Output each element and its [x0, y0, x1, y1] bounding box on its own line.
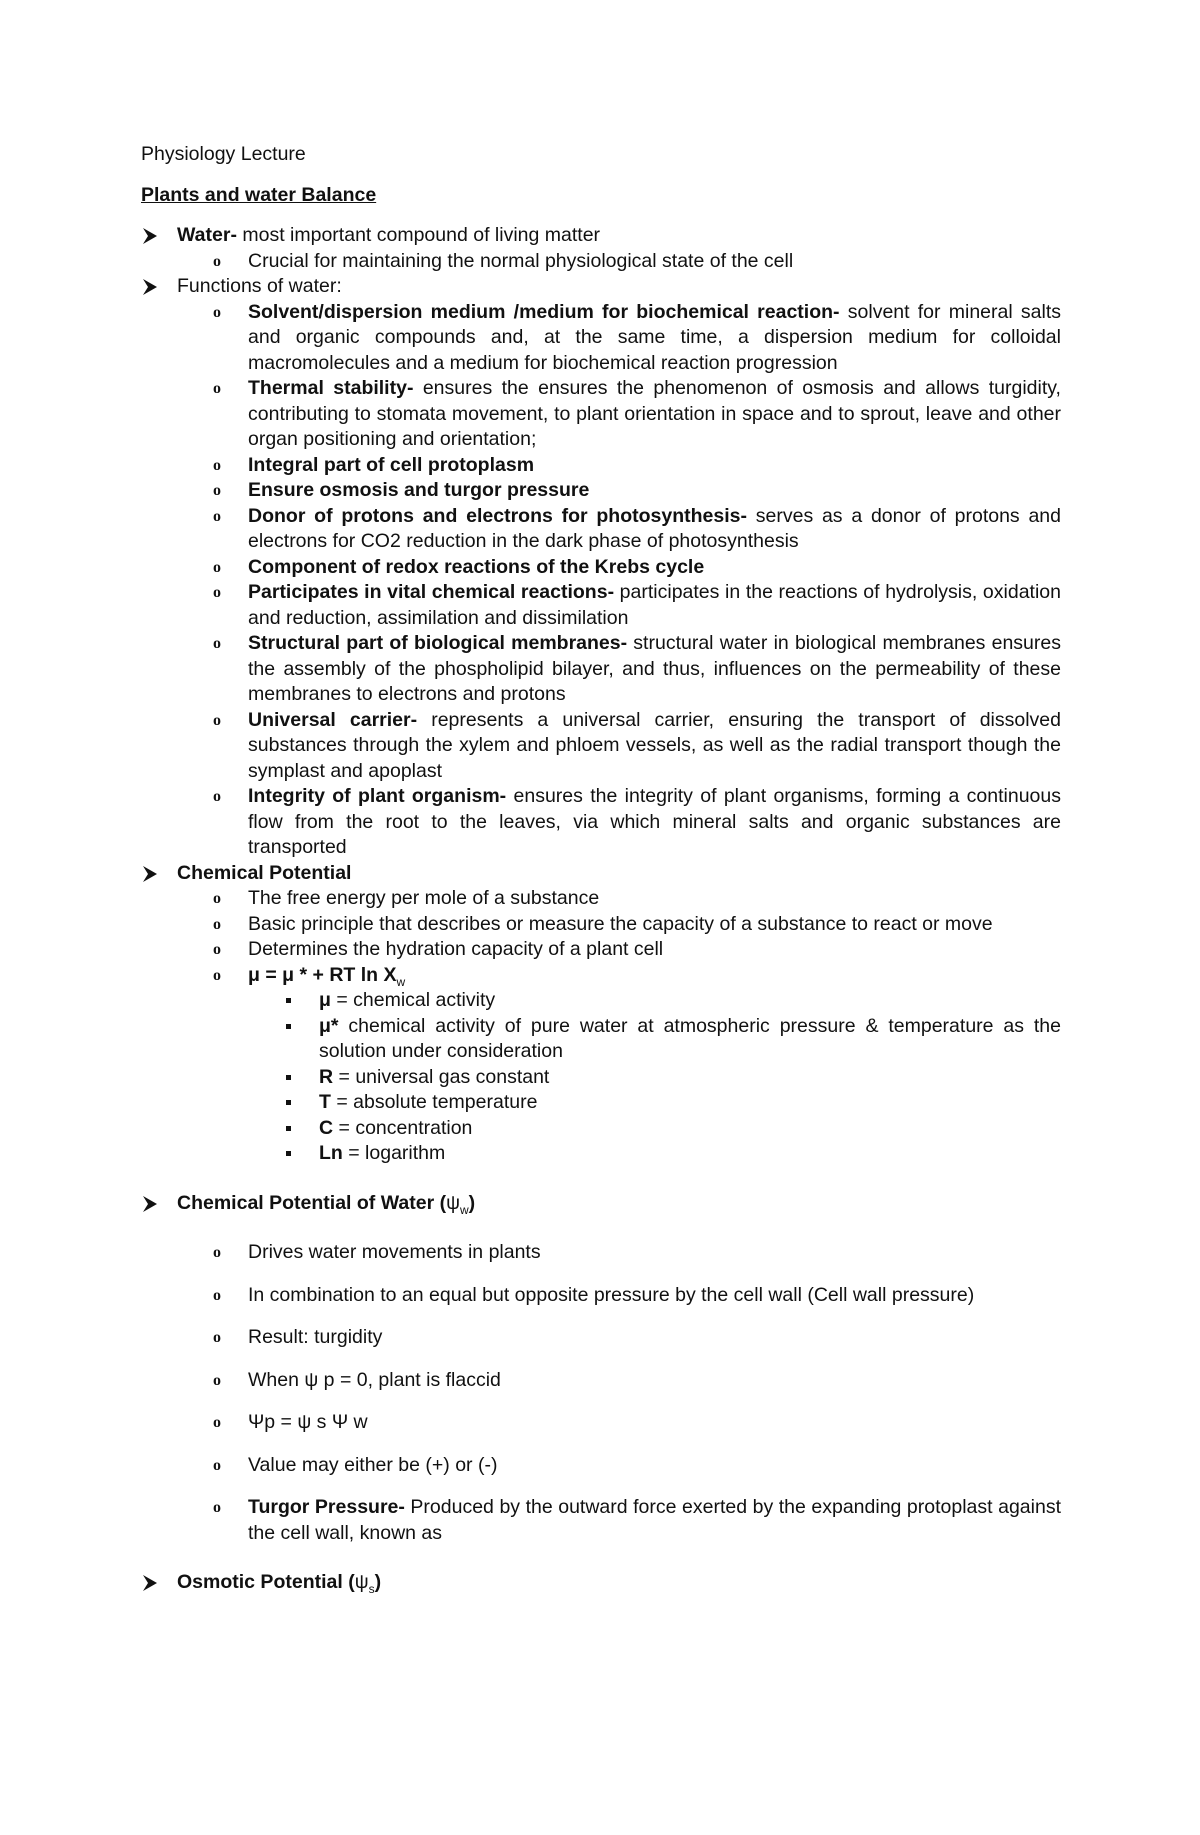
- term-text: chemical activity of pure water at atmospheric pressure & temperature as the solution under consideration: [319, 1014, 1061, 1062]
- term-symbol: T: [319, 1091, 331, 1113]
- circle-bullet-icon: o: [213, 1244, 221, 1261]
- list-item-text: Value may either be (+) or (-): [248, 1453, 498, 1476]
- formula-term: [283, 1116, 1061, 1142]
- term-symbol: μ: [319, 989, 331, 1011]
- square-bullet-icon: [286, 1126, 291, 1131]
- list-item: [213, 912, 1061, 938]
- document-body: [141, 223, 1061, 1596]
- psi-subscript: w: [459, 1202, 469, 1217]
- bullet-heading: Chemical Potential of Water (: [177, 1191, 447, 1214]
- term-symbol: R: [319, 1065, 334, 1088]
- bullet-text: most important compound of living matter: [236, 224, 601, 246]
- circle-bullet-icon: o: [213, 482, 221, 499]
- list-item: [213, 937, 1061, 963]
- circle-bullet-icon: o: [213, 635, 221, 652]
- term-symbol: Ln: [319, 1142, 343, 1164]
- arrow-bullet-icon: [141, 1195, 159, 1213]
- list-item-text: ensures the integrity of plant organisms, forming a continuous flow from the root to the leaves, via which mineral salts and organic substances are transported: [248, 785, 1061, 858]
- list-item: [213, 886, 1061, 912]
- list-item: [213, 300, 1061, 377]
- list-item-text: Ψp = ψ s Ψ w: [248, 1411, 368, 1433]
- circle-bullet-icon: o: [213, 252, 221, 270]
- psi-symbol: ψ: [446, 1191, 460, 1214]
- list-item-text: Basic principle that describes or measure the capacity of a substance to react or move: [248, 912, 993, 935]
- list-item: [213, 1495, 1061, 1546]
- list-item-text: participates in the reactions of hydrolysis, oxidation and reduction, assimilation and dissimilation: [248, 581, 1061, 629]
- bullet-text: Functions of water:: [177, 275, 342, 297]
- list-item: [213, 1453, 1061, 1479]
- list-item: [213, 504, 1061, 555]
- list-item-heading: Solvent/dispersion medium /medium for biochemical reaction-: [248, 300, 840, 323]
- list-item: [213, 1325, 1061, 1351]
- list-item-heading: Participates in vital chemical reactions-: [248, 581, 615, 603]
- list-item: [213, 1240, 1061, 1266]
- formula-term: [283, 1065, 1061, 1091]
- list-item-heading: Ensure osmosis and turgor pressure: [248, 479, 590, 501]
- bullet-water: [141, 223, 1061, 249]
- list-item: [213, 1368, 1061, 1394]
- list-item-heading: Universal carrier-: [248, 708, 418, 731]
- document-title: Physiology Lecture: [141, 143, 306, 165]
- list-item: [213, 249, 1061, 275]
- circle-bullet-icon: o: [213, 1286, 221, 1304]
- list-item-heading: Thermal stability-: [248, 377, 414, 399]
- formula-term: [283, 1141, 1061, 1167]
- square-bullet-icon: [286, 1024, 291, 1029]
- bullet-osmotic-potential: [141, 1570, 1061, 1596]
- bullet-heading: Osmotic Potential (: [177, 1571, 355, 1593]
- circle-bullet-icon: o: [213, 966, 221, 984]
- psi-symbol: ψ: [354, 1571, 369, 1593]
- list-item-text: Produced by the outward force exerted by the expanding protoplast against the cell wall, known as: [248, 1496, 1061, 1544]
- bullet-chemical-potential-of-water: [141, 1191, 1061, 1217]
- bullet-chemical-potential: [141, 861, 1061, 887]
- circle-bullet-icon: o: [213, 380, 221, 397]
- term-text: = chemical activity: [330, 989, 496, 1011]
- list-item: [213, 478, 1061, 504]
- list-item-heading: Structural part of biological membranes-: [248, 632, 628, 654]
- list-item: [213, 555, 1061, 581]
- list-item-text: The free energy per mole of a substance: [248, 887, 600, 909]
- list-item: [213, 1283, 1061, 1309]
- psi-subscript: s: [368, 1581, 375, 1596]
- list-item-text: Determines the hydration capacity of a plant cell: [248, 938, 664, 960]
- list-item-text: represents a universal carrier, ensuring the transport of dissolved substances through the xylem and phloem vessels, as well as the radial transport though the symplast and apoplast: [248, 708, 1061, 782]
- circle-bullet-icon: o: [213, 1371, 221, 1389]
- bullet-heading: Water-: [177, 224, 237, 246]
- square-bullet-icon: [286, 1100, 291, 1105]
- list-item: [213, 580, 1061, 631]
- list-item: [213, 708, 1061, 785]
- list-item-heading: Component of redox reactions of the Krebs cycle: [248, 555, 705, 578]
- term-symbol: C: [319, 1116, 334, 1139]
- formula-item: [213, 963, 1061, 989]
- formula-main: μ = μ * + RT ln X: [248, 963, 397, 986]
- list-item-text: Crucial for maintaining the normal physiological state of the cell: [248, 249, 794, 272]
- circle-bullet-icon: o: [213, 558, 221, 576]
- term-symbol: μ*: [319, 1014, 339, 1037]
- circle-bullet-icon: o: [213, 584, 221, 601]
- list-item-text: Drives water movements in plants: [248, 1241, 541, 1263]
- arrow-bullet-icon: [141, 278, 159, 296]
- list-item-heading: Turgor Pressure-: [248, 1496, 405, 1518]
- list-item-text: ensures the ensures the phenomenon of osmosis and allows turgidity, contributing to stomata movement, to plant orientation in space and to sprout, leave and other organ positioning and orientation;: [248, 377, 1061, 450]
- arrow-bullet-icon: [141, 1574, 159, 1592]
- list-item-text: When ψ p = 0, plant is flaccid: [248, 1368, 501, 1391]
- circle-bullet-icon: o: [213, 711, 221, 729]
- list-item: [213, 453, 1061, 479]
- formula-subscript: w: [396, 974, 406, 989]
- term-text: = universal gas constant: [333, 1065, 550, 1088]
- list-item-text: serves as a donor of protons and electrons for CO2 reduction in the dark phase of photosynthesis: [248, 504, 1061, 552]
- term-text: = absolute temperature: [330, 1091, 538, 1113]
- bullet-functions-of-water: [141, 274, 1061, 300]
- list-item-heading: Donor of protons and electrons for photosynthesis-: [248, 504, 747, 527]
- arrow-bullet-icon: [141, 865, 159, 883]
- circle-bullet-icon: o: [213, 303, 221, 321]
- circle-bullet-icon: o: [213, 1499, 221, 1516]
- list-item-text: structural water in biological membranes ensures the assembly of the phospholipid bilayer, and thus, influences on the permeability of these membranes to electrons and protons: [248, 632, 1061, 705]
- circle-bullet-icon: o: [213, 915, 221, 933]
- list-item-heading: Integral part of cell protoplasm: [248, 453, 535, 476]
- square-bullet-icon: [286, 1151, 291, 1156]
- circle-bullet-icon: o: [213, 1456, 221, 1474]
- formula-term: [283, 1014, 1061, 1065]
- bullet-heading-close: ): [374, 1571, 382, 1593]
- bullet-heading-close: ): [468, 1191, 476, 1214]
- list-item: [213, 784, 1061, 861]
- circle-bullet-icon: o: [213, 890, 221, 907]
- list-item-text: Result: turgidity: [248, 1326, 383, 1348]
- square-bullet-icon: [286, 998, 291, 1003]
- circle-bullet-icon: o: [213, 1414, 221, 1431]
- square-bullet-icon: [286, 1075, 291, 1080]
- arrow-bullet-icon: [141, 227, 159, 245]
- formula-term: [283, 1090, 1061, 1116]
- list-item: [213, 376, 1061, 453]
- term-text: = logarithm: [342, 1142, 446, 1164]
- formula-term: [283, 988, 1061, 1014]
- circle-bullet-icon: o: [213, 1329, 221, 1346]
- list-item-heading: Integrity of plant organism-: [248, 785, 507, 807]
- circle-bullet-icon: o: [213, 507, 221, 525]
- bullet-heading: Chemical Potential: [177, 861, 352, 884]
- list-item: [213, 1410, 1061, 1436]
- list-item: [213, 631, 1061, 708]
- term-text: = concentration: [333, 1116, 473, 1139]
- document-subtitle: Plants and water Balance: [141, 184, 377, 206]
- circle-bullet-icon: o: [213, 456, 221, 474]
- circle-bullet-icon: o: [213, 788, 221, 805]
- list-item-text: In combination to an equal but opposite pressure by the cell wall (Cell wall pressure): [248, 1283, 975, 1306]
- list-item-text: solvent for mineral salts and organic compounds and, at the same time, a dispersion medium for colloidal macromolecules and a medium for biochemical reaction progression: [248, 300, 1061, 374]
- circle-bullet-icon: o: [213, 941, 221, 958]
